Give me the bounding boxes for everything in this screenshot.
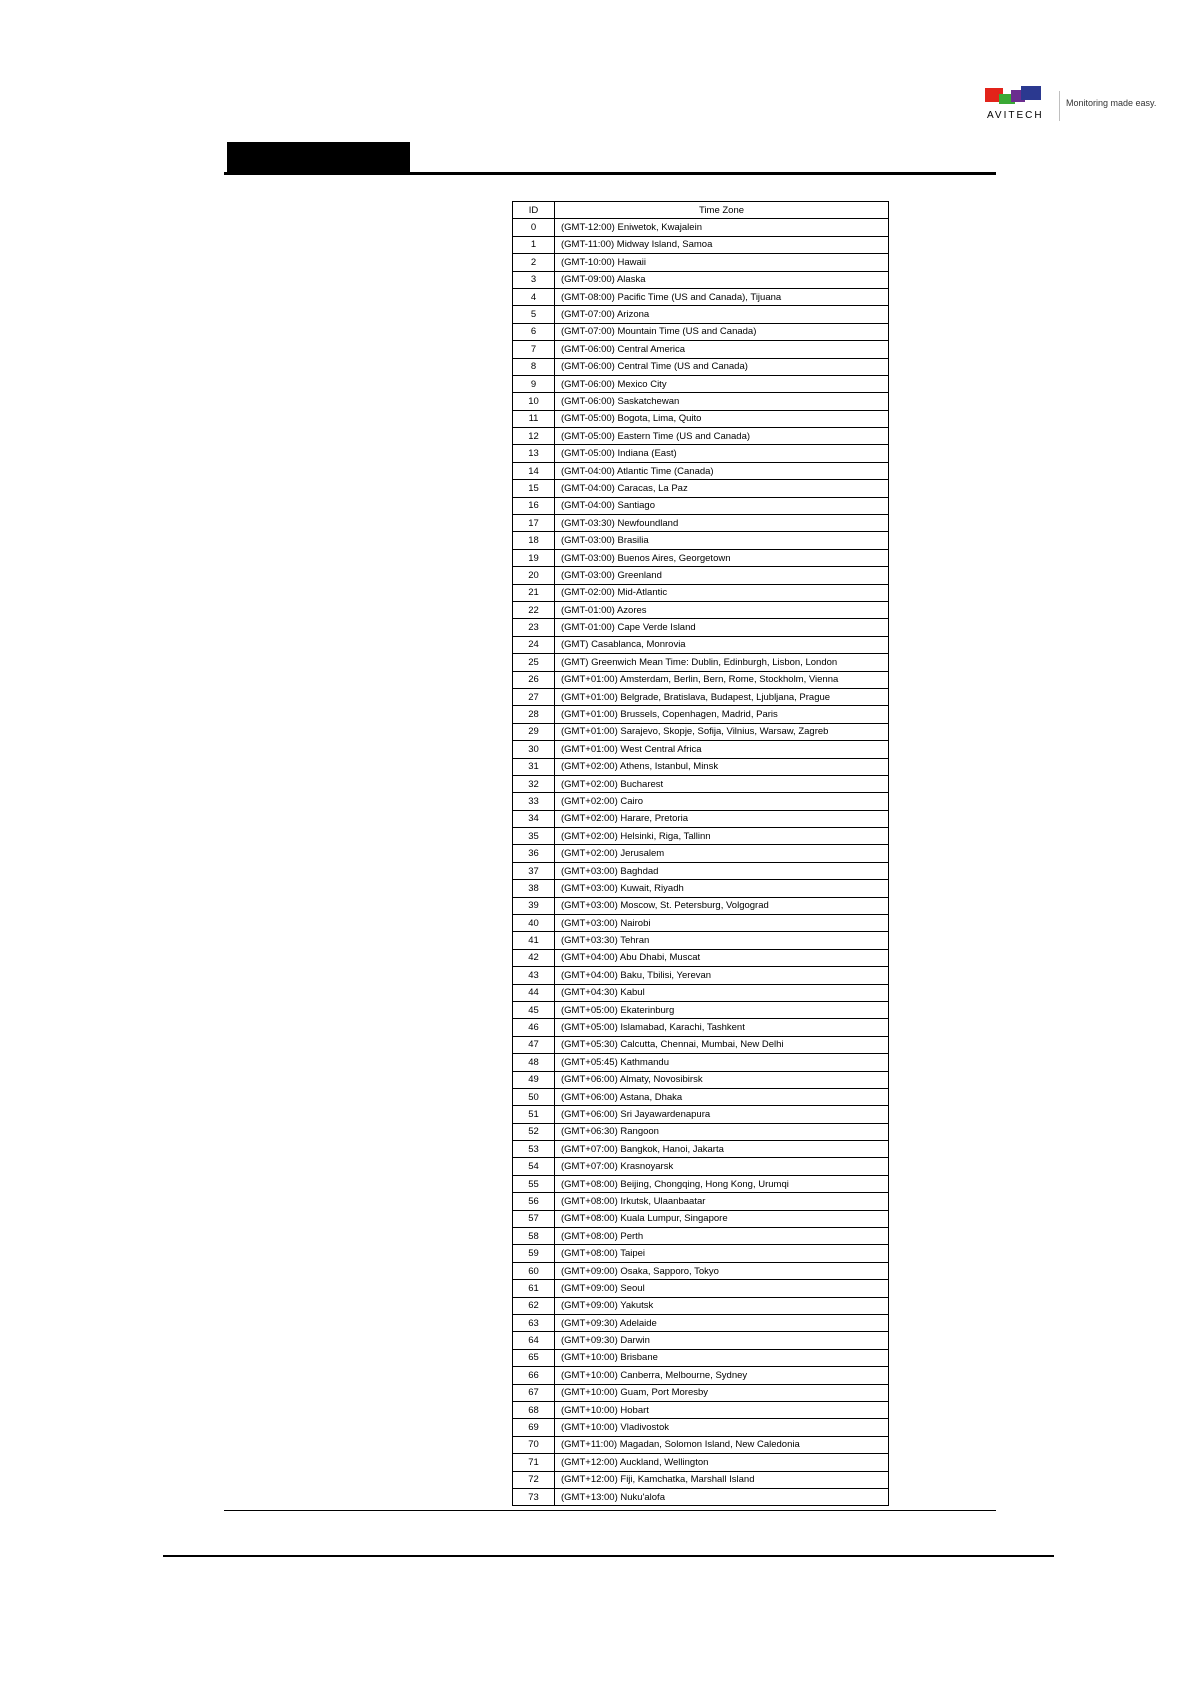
table-row <box>513 1384 889 1401</box>
time-zone-id-cell: 21 <box>513 584 555 601</box>
time-zone-name-cell: (GMT+08:00) Kuala Lumpur, Singapore <box>555 1210 889 1227</box>
table-row <box>513 932 889 949</box>
table-row <box>513 445 889 462</box>
time-zone-name-cell: (GMT+09:30) Darwin <box>555 1332 889 1349</box>
table-row <box>513 845 889 862</box>
time-zone-name-cell: (GMT-05:00) Bogota, Lima, Quito <box>555 410 889 427</box>
table-row <box>513 393 889 410</box>
time-zone-name-cell: (GMT+06:00) Sri Jayawardenapura <box>555 1106 889 1123</box>
time-zone-name-cell: (GMT+09:00) Seoul <box>555 1280 889 1297</box>
table-row <box>513 480 889 497</box>
time-zone-id-cell: 63 <box>513 1315 555 1332</box>
table-row <box>513 1280 889 1297</box>
time-zone-name-cell: (GMT+01:00) Sarajevo, Skopje, Sofija, Vilnius, Warsaw, Zagreb <box>555 723 889 740</box>
footer-rule <box>163 1555 1054 1557</box>
time-zone-id-cell: 48 <box>513 1054 555 1071</box>
time-zone-name-cell: (GMT+01:00) Amsterdam, Berlin, Bern, Rome, Stockholm, Vienna <box>555 671 889 688</box>
table-row <box>513 323 889 340</box>
time-zone-id-cell: 6 <box>513 323 555 340</box>
time-zone-id-cell: 1 <box>513 236 555 253</box>
table-row <box>513 462 889 479</box>
time-zone-name-cell: (GMT+07:00) Krasnoyarsk <box>555 1158 889 1175</box>
time-zone-name-cell: (GMT-01:00) Azores <box>555 601 889 618</box>
table-row <box>513 288 889 305</box>
time-zone-id-cell: 49 <box>513 1071 555 1088</box>
time-zone-name-cell: (GMT+04:00) Abu Dhabi, Muscat <box>555 949 889 966</box>
table-row <box>513 1419 889 1436</box>
time-zone-id-cell: 51 <box>513 1106 555 1123</box>
time-zone-name-cell: (GMT+02:00) Cairo <box>555 793 889 810</box>
brand-tagline: Monitoring made easy. <box>1066 98 1157 108</box>
time-zone-name-cell: (GMT+02:00) Jerusalem <box>555 845 889 862</box>
time-zone-name-cell: (GMT-04:00) Atlantic Time (Canada) <box>555 462 889 479</box>
table-row <box>513 967 889 984</box>
time-zone-name-cell: (GMT+05:30) Calcutta, Chennai, Mumbai, New Delhi <box>555 1036 889 1053</box>
table-row <box>513 619 889 636</box>
time-zone-id-cell: 11 <box>513 410 555 427</box>
time-zone-id-cell: 65 <box>513 1349 555 1366</box>
avitech-logo <box>985 86 1157 126</box>
time-zone-id-cell: 41 <box>513 932 555 949</box>
table-row <box>513 758 889 775</box>
brand-name: AVITECH <box>987 110 1044 121</box>
table-row <box>513 1349 889 1366</box>
time-zone-name-cell: (GMT+07:00) Bangkok, Hanoi, Jakarta <box>555 1141 889 1158</box>
table-row <box>513 271 889 288</box>
time-zone-id-cell: 29 <box>513 723 555 740</box>
time-zone-name-cell: (GMT+06:00) Astana, Dhaka <box>555 1088 889 1105</box>
time-zone-name-cell: (GMT+01:00) Belgrade, Bratislava, Budapest, Ljubljana, Prague <box>555 688 889 705</box>
time-zone-name-cell: (GMT-07:00) Mountain Time (US and Canada) <box>555 323 889 340</box>
time-zone-id-cell: 18 <box>513 532 555 549</box>
time-zone-name-cell: (GMT-11:00) Midway Island, Samoa <box>555 236 889 253</box>
time-zone-id-cell: 32 <box>513 775 555 792</box>
time-zone-id-cell: 13 <box>513 445 555 462</box>
table-row <box>513 862 889 879</box>
time-zone-name-cell: (GMT+09:00) Osaka, Sapporo, Tokyo <box>555 1262 889 1279</box>
time-zone-name-cell: (GMT+01:00) West Central Africa <box>555 741 889 758</box>
time-zone-name-cell: (GMT+05:00) Ekaterinburg <box>555 1001 889 1018</box>
time-zone-id-cell: 14 <box>513 462 555 479</box>
table-row <box>513 375 889 392</box>
time-zone-id-cell: 20 <box>513 567 555 584</box>
time-zone-name-cell: (GMT+05:00) Islamabad, Karachi, Tashkent <box>555 1019 889 1036</box>
time-zone-name-cell: (GMT+02:00) Harare, Pretoria <box>555 810 889 827</box>
time-zone-name-cell: (GMT+11:00) Magadan, Solomon Island, New Caledonia <box>555 1436 889 1453</box>
section-header-rule <box>224 172 996 175</box>
time-zone-id-cell: 59 <box>513 1245 555 1262</box>
time-zone-id-cell: 68 <box>513 1401 555 1418</box>
time-zone-id-cell: 64 <box>513 1332 555 1349</box>
time-zone-name-cell: (GMT-08:00) Pacific Time (US and Canada), Tijuana <box>555 288 889 305</box>
time-zone-id-cell: 2 <box>513 254 555 271</box>
time-zone-id-cell: 24 <box>513 636 555 653</box>
time-zone-name-cell: (GMT-05:00) Indiana (East) <box>555 445 889 462</box>
time-zone-id-cell: 37 <box>513 862 555 879</box>
table-row <box>513 723 889 740</box>
time-zone-id-cell: 4 <box>513 288 555 305</box>
time-zone-name-cell: (GMT-09:00) Alaska <box>555 271 889 288</box>
time-zone-id-cell: 31 <box>513 758 555 775</box>
time-zone-id-cell: 56 <box>513 1193 555 1210</box>
table-header-row <box>513 202 889 219</box>
table-row <box>513 915 889 932</box>
table-row <box>513 254 889 271</box>
time-zone-id-cell: 38 <box>513 880 555 897</box>
time-zone-id-cell: 17 <box>513 515 555 532</box>
time-zone-id-cell: 44 <box>513 984 555 1001</box>
time-zone-id-cell: 12 <box>513 428 555 445</box>
table-row <box>513 219 889 236</box>
time-zone-id-cell: 3 <box>513 271 555 288</box>
table-row <box>513 741 889 758</box>
table-row <box>513 515 889 532</box>
table-row <box>513 775 889 792</box>
time-zone-name-cell: (GMT+08:00) Perth <box>555 1228 889 1245</box>
time-zone-table-body <box>513 219 889 1506</box>
table-row <box>513 810 889 827</box>
section-header-notch <box>224 142 227 172</box>
time-zone-name-cell: (GMT+02:00) Bucharest <box>555 775 889 792</box>
time-zone-id-cell: 66 <box>513 1367 555 1384</box>
table-row <box>513 793 889 810</box>
time-zone-id-cell: 36 <box>513 845 555 862</box>
time-zone-id-cell: 58 <box>513 1228 555 1245</box>
time-zone-name-cell: (GMT+06:00) Almaty, Novosibirsk <box>555 1071 889 1088</box>
time-zone-name-cell: (GMT+08:00) Taipei <box>555 1245 889 1262</box>
time-zone-id-cell: 62 <box>513 1297 555 1314</box>
time-zone-name-cell: (GMT-03:00) Greenland <box>555 567 889 584</box>
table-row <box>513 1001 889 1018</box>
time-zone-name-cell: (GMT+10:00) Brisbane <box>555 1349 889 1366</box>
time-zone-id-cell: 34 <box>513 810 555 827</box>
time-zone-name-cell: (GMT+02:00) Athens, Istanbul, Minsk <box>555 758 889 775</box>
time-zone-id-cell: 71 <box>513 1454 555 1471</box>
time-zone-id-cell: 70 <box>513 1436 555 1453</box>
time-zone-name-cell: (GMT+08:00) Irkutsk, Ulaanbaatar <box>555 1193 889 1210</box>
time-zone-id-cell: 19 <box>513 549 555 566</box>
table-row <box>513 358 889 375</box>
time-zone-id-cell: 42 <box>513 949 555 966</box>
time-zone-id-cell: 55 <box>513 1175 555 1192</box>
time-zone-name-cell: (GMT) Greenwich Mean Time: Dublin, Edinburgh, Lisbon, London <box>555 654 889 671</box>
table-row <box>513 706 889 723</box>
time-zone-name-cell: (GMT) Casablanca, Monrovia <box>555 636 889 653</box>
time-zone-id-cell: 67 <box>513 1384 555 1401</box>
table-row <box>513 897 889 914</box>
time-zone-id-cell: 57 <box>513 1210 555 1227</box>
time-zone-id-cell: 8 <box>513 358 555 375</box>
time-zone-id-cell: 50 <box>513 1088 555 1105</box>
time-zone-table <box>512 201 889 1506</box>
time-zone-id-cell: 54 <box>513 1158 555 1175</box>
table-row <box>513 410 889 427</box>
table-row <box>513 341 889 358</box>
time-zone-name-cell: (GMT+03:30) Tehran <box>555 932 889 949</box>
time-zone-name-cell: (GMT+12:00) Fiji, Kamchatka, Marshall Island <box>555 1471 889 1488</box>
table-row <box>513 1436 889 1453</box>
time-zone-name-cell: (GMT+04:30) Kabul <box>555 984 889 1001</box>
time-zone-name-cell: (GMT+13:00) Nuku'alofa <box>555 1488 889 1505</box>
table-row <box>513 688 889 705</box>
time-zone-id-cell: 22 <box>513 601 555 618</box>
time-zone-id-cell: 15 <box>513 480 555 497</box>
table-row <box>513 428 889 445</box>
table-row <box>513 567 889 584</box>
table-row <box>513 1106 889 1123</box>
time-zone-name-cell: (GMT+01:00) Brussels, Copenhagen, Madrid, Paris <box>555 706 889 723</box>
time-zone-id-cell: 23 <box>513 619 555 636</box>
time-zone-name-cell: (GMT-03:00) Brasilia <box>555 532 889 549</box>
time-zone-id-cell: 72 <box>513 1471 555 1488</box>
time-zone-name-cell: (GMT-10:00) Hawaii <box>555 254 889 271</box>
table-row <box>513 1454 889 1471</box>
time-zone-id-cell: 7 <box>513 341 555 358</box>
table-row <box>513 1019 889 1036</box>
table-row <box>513 601 889 618</box>
table-row <box>513 1036 889 1053</box>
id-column-header: ID <box>513 202 555 219</box>
table-row <box>513 636 889 653</box>
table-row <box>513 1054 889 1071</box>
time-zone-id-cell: 39 <box>513 897 555 914</box>
table-row <box>513 654 889 671</box>
time-zone-name-cell: (GMT-02:00) Mid-Atlantic <box>555 584 889 601</box>
time-zone-id-cell: 9 <box>513 375 555 392</box>
time-zone-id-cell: 35 <box>513 828 555 845</box>
time-zone-name-cell: (GMT+09:00) Yakutsk <box>555 1297 889 1314</box>
time-zone-id-cell: 26 <box>513 671 555 688</box>
time-zone-name-cell: (GMT+10:00) Canberra, Melbourne, Sydney <box>555 1367 889 1384</box>
table-row <box>513 1245 889 1262</box>
table-row <box>513 828 889 845</box>
time-zone-name-cell: (GMT-01:00) Cape Verde Island <box>555 619 889 636</box>
time-zone-id-cell: 46 <box>513 1019 555 1036</box>
time-zone-name-cell: (GMT+03:00) Nairobi <box>555 915 889 932</box>
time-zone-id-cell: 16 <box>513 497 555 514</box>
time-zone-name-cell: (GMT-04:00) Caracas, La Paz <box>555 480 889 497</box>
time-zone-name-cell: (GMT+05:45) Kathmandu <box>555 1054 889 1071</box>
time-zone-name-cell: (GMT-03:30) Newfoundland <box>555 515 889 532</box>
time-zone-name-cell: (GMT-07:00) Arizona <box>555 306 889 323</box>
time-zone-id-cell: 69 <box>513 1419 555 1436</box>
time-zone-name-cell: (GMT+03:00) Kuwait, Riyadh <box>555 880 889 897</box>
time-zone-name-cell: (GMT+10:00) Hobart <box>555 1401 889 1418</box>
time-zone-column-header: Time Zone <box>555 202 889 219</box>
time-zone-name-cell: (GMT-04:00) Santiago <box>555 497 889 514</box>
time-zone-id-cell: 30 <box>513 741 555 758</box>
table-row <box>513 1193 889 1210</box>
time-zone-id-cell: 10 <box>513 393 555 410</box>
table-row <box>513 880 889 897</box>
table-row <box>513 1175 889 1192</box>
time-zone-id-cell: 0 <box>513 219 555 236</box>
table-row <box>513 1088 889 1105</box>
table-row <box>513 306 889 323</box>
time-zone-name-cell: (GMT+04:00) Baku, Tbilisi, Yerevan <box>555 967 889 984</box>
table-row <box>513 236 889 253</box>
time-zone-id-cell: 52 <box>513 1123 555 1140</box>
logo-blue-block <box>1021 86 1041 100</box>
time-zone-id-cell: 5 <box>513 306 555 323</box>
table-row <box>513 1123 889 1140</box>
table-row <box>513 1367 889 1384</box>
time-zone-name-cell: (GMT-06:00) Saskatchewan <box>555 393 889 410</box>
time-zone-id-cell: 25 <box>513 654 555 671</box>
time-zone-name-cell: (GMT+09:30) Adelaide <box>555 1315 889 1332</box>
time-zone-id-cell: 27 <box>513 688 555 705</box>
table-row <box>513 671 889 688</box>
time-zone-id-cell: 45 <box>513 1001 555 1018</box>
time-zone-name-cell: (GMT-06:00) Central America <box>555 341 889 358</box>
time-zone-name-cell: (GMT-03:00) Buenos Aires, Georgetown <box>555 549 889 566</box>
table-row <box>513 1158 889 1175</box>
time-zone-name-cell: (GMT+10:00) Guam, Port Moresby <box>555 1384 889 1401</box>
time-zone-id-cell: 28 <box>513 706 555 723</box>
table-row <box>513 1401 889 1418</box>
avitech-logo-mark <box>985 86 1041 106</box>
time-zone-id-cell: 33 <box>513 793 555 810</box>
time-zone-id-cell: 40 <box>513 915 555 932</box>
table-row <box>513 1332 889 1349</box>
time-zone-name-cell: (GMT+10:00) Vladivostok <box>555 1419 889 1436</box>
table-row <box>513 1488 889 1505</box>
table-row <box>513 532 889 549</box>
table-row <box>513 1297 889 1314</box>
table-row <box>513 1262 889 1279</box>
time-zone-name-cell: (GMT-12:00) Eniwetok, Kwajalein <box>555 219 889 236</box>
time-zone-name-cell: (GMT+06:30) Rangoon <box>555 1123 889 1140</box>
logo-divider <box>1059 91 1060 121</box>
table-row <box>513 1141 889 1158</box>
table-row <box>513 549 889 566</box>
table-row <box>513 1315 889 1332</box>
content-bottom-rule <box>224 1510 996 1511</box>
time-zone-id-cell: 43 <box>513 967 555 984</box>
time-zone-name-cell: (GMT-05:00) Eastern Time (US and Canada) <box>555 428 889 445</box>
table-row <box>513 497 889 514</box>
time-zone-name-cell: (GMT+02:00) Helsinki, Riga, Tallinn <box>555 828 889 845</box>
time-zone-name-cell: (GMT+12:00) Auckland, Wellington <box>555 1454 889 1471</box>
time-zone-id-cell: 47 <box>513 1036 555 1053</box>
table-row <box>513 949 889 966</box>
table-row <box>513 1071 889 1088</box>
table-row <box>513 1228 889 1245</box>
time-zone-name-cell: (GMT-06:00) Central Time (US and Canada) <box>555 358 889 375</box>
section-header-tab <box>224 142 410 172</box>
table-row <box>513 1210 889 1227</box>
time-zone-id-cell: 61 <box>513 1280 555 1297</box>
time-zone-id-cell: 73 <box>513 1488 555 1505</box>
time-zone-id-cell: 60 <box>513 1262 555 1279</box>
time-zone-name-cell: (GMT+03:00) Baghdad <box>555 862 889 879</box>
table-row <box>513 984 889 1001</box>
table-row <box>513 1471 889 1488</box>
table-row <box>513 584 889 601</box>
time-zone-id-cell: 53 <box>513 1141 555 1158</box>
time-zone-name-cell: (GMT+03:00) Moscow, St. Petersburg, Volgograd <box>555 897 889 914</box>
time-zone-name-cell: (GMT+08:00) Beijing, Chongqing, Hong Kong, Urumqi <box>555 1175 889 1192</box>
time-zone-name-cell: (GMT-06:00) Mexico City <box>555 375 889 392</box>
